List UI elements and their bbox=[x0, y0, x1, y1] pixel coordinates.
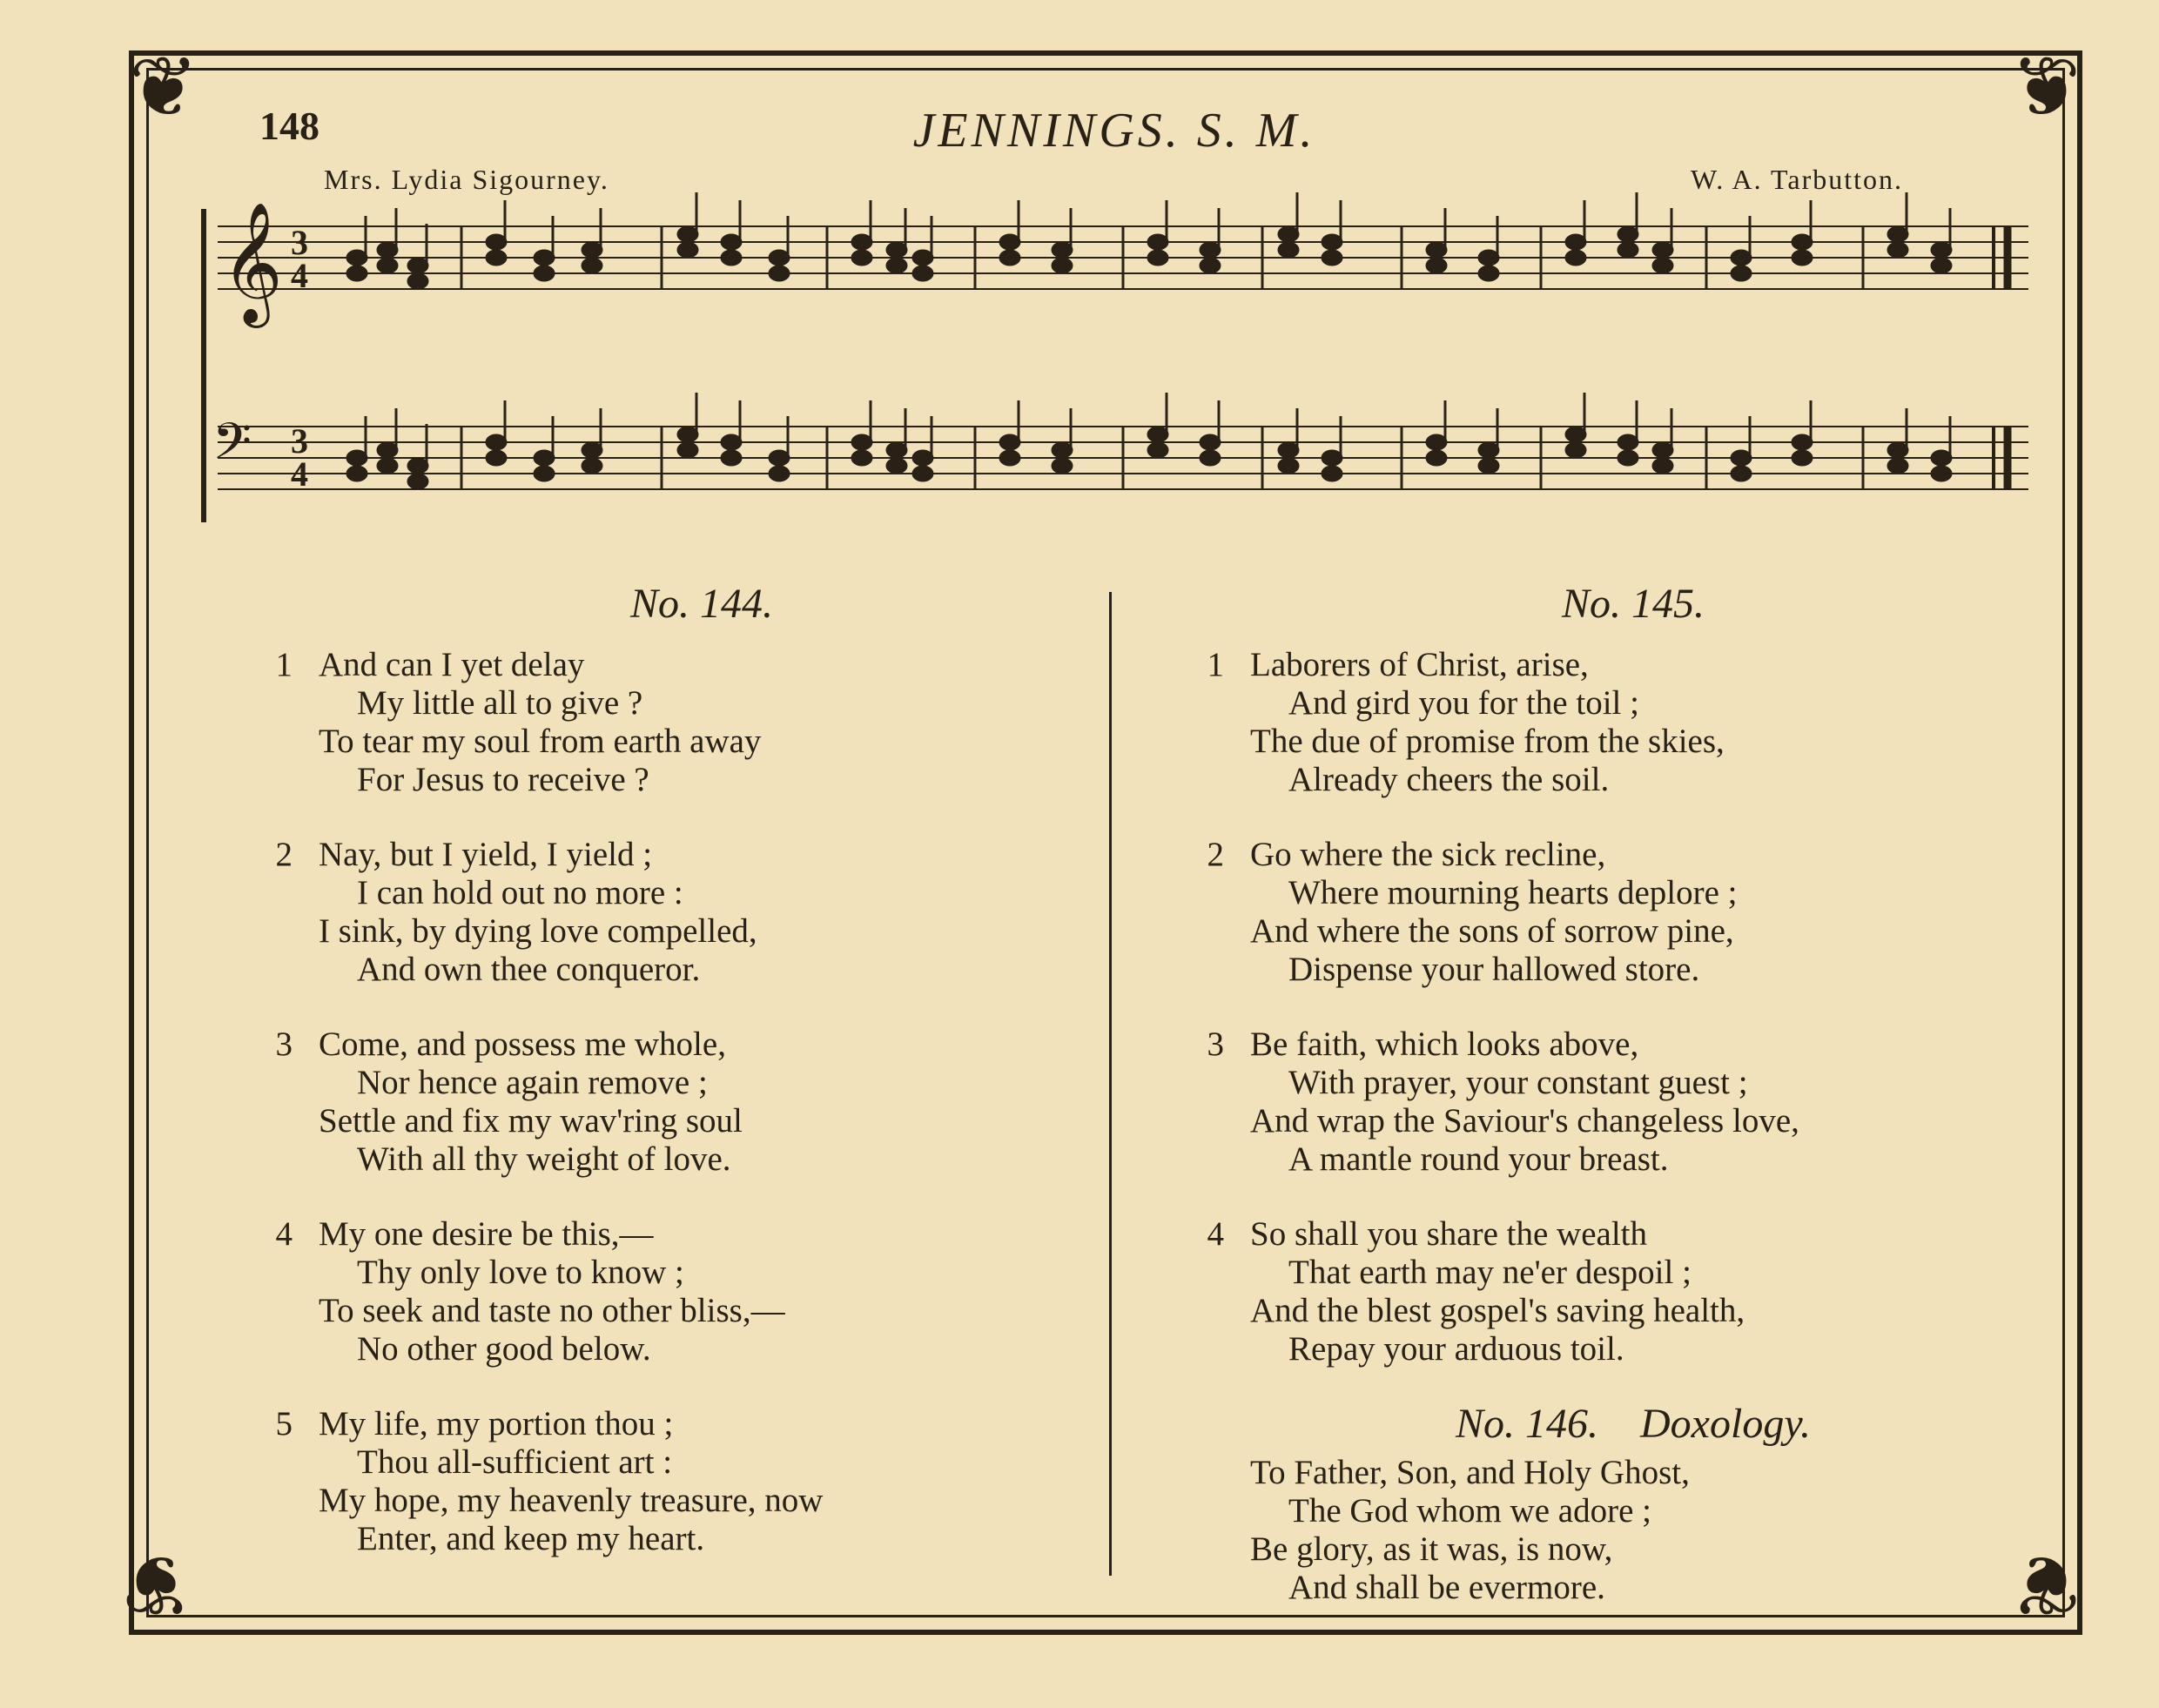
note-head bbox=[678, 443, 697, 457]
time-sig-lower: 4 bbox=[291, 256, 308, 295]
note-head bbox=[887, 243, 906, 257]
time-sig-upper: 3 bbox=[291, 223, 308, 262]
note-head bbox=[1618, 451, 1638, 465]
note-head bbox=[1479, 251, 1498, 265]
note-head bbox=[1932, 259, 1951, 272]
bass-clef-icon: 𝄢 bbox=[212, 412, 252, 483]
verse-line: The God whom we adore ; bbox=[1288, 1492, 1651, 1530]
note-head bbox=[887, 459, 906, 473]
note-head bbox=[1732, 266, 1751, 280]
note-head bbox=[1148, 251, 1167, 265]
note-head bbox=[378, 443, 397, 457]
note-head bbox=[1566, 235, 1585, 249]
note-head bbox=[1000, 451, 1019, 465]
stanza bbox=[275, 1215, 1085, 1368]
ornament-corner-icon: ❦ bbox=[2010, 1536, 2082, 1633]
note-head bbox=[1653, 243, 1672, 257]
note-head bbox=[487, 451, 506, 465]
note-head bbox=[852, 251, 871, 265]
note-head bbox=[852, 235, 871, 249]
stanza bbox=[1207, 1215, 2016, 1368]
stanza bbox=[1207, 836, 2016, 989]
note-head bbox=[1322, 451, 1342, 465]
verse-line: My little all to give ? bbox=[357, 684, 643, 722]
note-head bbox=[1566, 251, 1585, 265]
ornament-corner-icon: ❦ bbox=[128, 38, 199, 136]
note-head bbox=[1732, 251, 1751, 265]
note-head bbox=[1792, 251, 1812, 265]
verse-line: Thy only love to know ; bbox=[357, 1254, 684, 1291]
time-sig-upper: 3 bbox=[291, 421, 308, 461]
note-head bbox=[1322, 251, 1342, 265]
note-head bbox=[1888, 243, 1907, 257]
note-head bbox=[1888, 227, 1907, 241]
verse-line: My hope, my heavenly treasure, now bbox=[319, 1482, 824, 1519]
note-head bbox=[487, 235, 506, 249]
note-head bbox=[913, 467, 932, 481]
note-head bbox=[1201, 451, 1220, 465]
note-head bbox=[1053, 459, 1072, 473]
note-head bbox=[408, 274, 427, 288]
note-head bbox=[770, 251, 789, 265]
note-head bbox=[535, 251, 554, 265]
stanza-number: 2 bbox=[1207, 836, 1224, 873]
note-head bbox=[378, 243, 397, 257]
note-head bbox=[1618, 227, 1638, 241]
verse-line: Come, and possess me whole, bbox=[319, 1025, 726, 1063]
note-head bbox=[408, 474, 427, 488]
ornament-corner-icon: ❦ bbox=[121, 1536, 192, 1633]
note-head bbox=[1148, 427, 1167, 441]
verse-line: Laborers of Christ, arise, bbox=[1250, 646, 1589, 683]
column-divider bbox=[1109, 592, 1112, 1576]
stanza-number: 1 bbox=[1207, 646, 1224, 683]
verse-line: My one desire be this,— bbox=[319, 1215, 654, 1253]
note-head bbox=[852, 451, 871, 465]
verse-line: To tear my soul from earth away bbox=[319, 723, 762, 760]
note-head bbox=[1732, 451, 1751, 465]
note-head bbox=[1653, 443, 1672, 457]
music-score bbox=[200, 192, 2028, 557]
hymn-number: No. 145. bbox=[1561, 581, 1705, 627]
verse-line: Dispense your hallowed store. bbox=[1288, 951, 1700, 988]
note-head bbox=[1000, 251, 1019, 265]
note-head bbox=[378, 259, 397, 272]
verse-line: And own thee conqueror. bbox=[357, 951, 701, 988]
note-head bbox=[487, 435, 506, 449]
stanza-number: 3 bbox=[275, 1025, 293, 1063]
doxology-heading bbox=[1250, 1401, 2016, 1447]
note-head bbox=[678, 243, 697, 257]
verse-line: And gird you for the toil ; bbox=[1288, 684, 1639, 722]
ornament-corner-icon: ❦ bbox=[2010, 38, 2082, 136]
verse-line: With prayer, your constant guest ; bbox=[1288, 1064, 1748, 1101]
note-head bbox=[582, 259, 602, 272]
note-head bbox=[913, 266, 932, 280]
note-head bbox=[1053, 243, 1072, 257]
note-head bbox=[1201, 243, 1220, 257]
stanza bbox=[275, 646, 1085, 799]
note-head bbox=[1279, 443, 1298, 457]
verse-line: My life, my portion thou ; bbox=[319, 1405, 674, 1442]
note-head bbox=[887, 259, 906, 272]
note-head bbox=[347, 251, 367, 265]
verse-line: Nor hence again remove ; bbox=[357, 1064, 708, 1101]
note-head bbox=[1201, 259, 1220, 272]
note-head bbox=[1427, 435, 1446, 449]
note-head bbox=[1888, 443, 1907, 457]
verse-line: And can I yet delay bbox=[319, 646, 585, 683]
note-head bbox=[770, 451, 789, 465]
verse-line: I sink, by dying love compelled, bbox=[319, 912, 757, 950]
stanza-number: 4 bbox=[275, 1215, 293, 1253]
note-head bbox=[887, 443, 906, 457]
note-head bbox=[1479, 266, 1498, 280]
note-head bbox=[535, 451, 554, 465]
note-head bbox=[1792, 435, 1812, 449]
verse-line: That earth may ne'er despoil ; bbox=[1288, 1254, 1692, 1291]
note-head bbox=[408, 259, 427, 272]
note-head bbox=[1932, 451, 1951, 465]
note-head bbox=[1792, 235, 1812, 249]
verse-line: Repay your arduous toil. bbox=[1288, 1330, 1624, 1368]
note-head bbox=[1566, 427, 1585, 441]
note-head bbox=[408, 459, 427, 473]
verse-line: To Father, Son, and Holy Ghost, bbox=[1250, 1454, 1690, 1491]
note-head bbox=[1427, 451, 1446, 465]
verse-line: And where the sons of sorrow pine, bbox=[1250, 912, 1734, 950]
stanza bbox=[275, 1025, 1085, 1179]
note-head bbox=[487, 251, 506, 265]
note-head bbox=[1322, 235, 1342, 249]
note-head bbox=[678, 427, 697, 441]
note-head bbox=[1618, 435, 1638, 449]
note-head bbox=[1479, 443, 1498, 457]
verse-line: Go where the sick recline, bbox=[1250, 836, 1606, 873]
note-head bbox=[1000, 435, 1019, 449]
note-head bbox=[1932, 467, 1951, 481]
stanza-number: 1 bbox=[275, 646, 293, 683]
verse-line: Settle and fix my wav'ring soul bbox=[319, 1102, 743, 1140]
note-head bbox=[770, 467, 789, 481]
note-head bbox=[1427, 243, 1446, 257]
note-head bbox=[582, 243, 602, 257]
stanza-number: 3 bbox=[1207, 1025, 1224, 1063]
doxology-stanza bbox=[1250, 1454, 2016, 1607]
verse-line: No other good below. bbox=[357, 1330, 651, 1368]
stanza bbox=[1207, 1025, 2016, 1179]
verse-line: A mantle round your breast. bbox=[1288, 1140, 1669, 1178]
verse-line: With all thy weight of love. bbox=[357, 1140, 731, 1178]
note-head bbox=[722, 435, 741, 449]
note-head bbox=[1053, 259, 1072, 272]
note-head bbox=[582, 459, 602, 473]
hymn-145-stanzas bbox=[1207, 646, 2016, 1368]
note-head bbox=[1732, 467, 1751, 481]
note-head bbox=[1148, 235, 1167, 249]
doxology-number: No. 146. bbox=[1456, 1401, 1599, 1447]
note-head bbox=[1279, 227, 1298, 241]
note-head bbox=[535, 266, 554, 280]
time-sig-lower: 4 bbox=[291, 454, 308, 494]
note-head bbox=[722, 451, 741, 465]
verse-line: And wrap the Saviour's changeless love, bbox=[1250, 1102, 1799, 1140]
stanza bbox=[275, 836, 1085, 989]
note-head bbox=[1479, 459, 1498, 473]
note-head bbox=[1653, 259, 1672, 272]
verse-line: Enter, and keep my heart. bbox=[357, 1520, 705, 1557]
note-head bbox=[1279, 459, 1298, 473]
note-head bbox=[1932, 243, 1951, 257]
verse-line: And shall be evermore. bbox=[1288, 1569, 1605, 1606]
note-head bbox=[678, 227, 697, 241]
stanza bbox=[1207, 646, 2016, 799]
hymn-145 bbox=[1207, 581, 2016, 1644]
hymn-composer: W. A. Tarbutton. bbox=[1691, 164, 1903, 195]
stanza-number: 4 bbox=[1207, 1215, 1224, 1253]
verse-line: I can hold out no more : bbox=[357, 874, 683, 911]
note-head bbox=[1792, 451, 1812, 465]
note-head bbox=[722, 235, 741, 249]
treble-clef-icon: 𝄞 bbox=[221, 202, 283, 323]
verse-line: Where mourning hearts deplore ; bbox=[1288, 874, 1738, 911]
verse-line: Be glory, as it was, is now, bbox=[1250, 1530, 1613, 1568]
note-head bbox=[347, 467, 367, 481]
hymn-144 bbox=[275, 581, 1085, 1595]
note-head bbox=[347, 266, 367, 280]
verse-line: To seek and taste no other bliss,— bbox=[319, 1292, 785, 1329]
hymn-number: No. 144. bbox=[629, 581, 773, 627]
note-head bbox=[1279, 243, 1298, 257]
note-head bbox=[582, 443, 602, 457]
verse-line: Nay, but I yield, I yield ; bbox=[319, 836, 653, 873]
verse-line: Already cheers the soil. bbox=[1288, 761, 1610, 798]
verse-line: Be faith, which looks above, bbox=[1250, 1025, 1639, 1063]
note-head bbox=[1148, 443, 1167, 457]
stanza-number: 5 bbox=[275, 1405, 293, 1442]
note-head bbox=[1201, 435, 1220, 449]
note-head bbox=[1653, 459, 1672, 473]
note-head bbox=[535, 467, 554, 481]
verse-line: The due of promise from the skies, bbox=[1250, 723, 1725, 760]
note-head bbox=[722, 251, 741, 265]
note-head bbox=[1566, 443, 1585, 457]
verse-line: For Jesus to receive ? bbox=[357, 761, 649, 798]
note-head bbox=[347, 451, 367, 465]
note-head bbox=[1322, 467, 1342, 481]
verse-line: Thou all-sufficient art : bbox=[357, 1443, 673, 1481]
note-head bbox=[770, 266, 789, 280]
tune-title: JENNINGS. S. M. bbox=[912, 104, 1316, 158]
note-head bbox=[1000, 235, 1019, 249]
stanza-number: 2 bbox=[275, 836, 293, 873]
stanza bbox=[275, 1405, 1085, 1558]
note-head bbox=[1618, 243, 1638, 257]
note-head bbox=[1427, 259, 1446, 272]
doxology-label: Doxology. bbox=[1640, 1401, 1811, 1447]
note-head bbox=[913, 251, 932, 265]
verse-line: So shall you share the wealth bbox=[1250, 1215, 1647, 1253]
note-head bbox=[852, 435, 871, 449]
note-head bbox=[378, 459, 397, 473]
verse-line: And the blest gospel's saving health, bbox=[1250, 1292, 1745, 1329]
hymn-144-stanzas bbox=[275, 646, 1085, 1558]
note-head bbox=[1888, 459, 1907, 473]
note-head bbox=[1053, 443, 1072, 457]
hymn-author: Mrs. Lydia Sigourney. bbox=[324, 164, 609, 195]
note-head bbox=[913, 451, 932, 465]
page-number: 148 bbox=[259, 104, 319, 148]
